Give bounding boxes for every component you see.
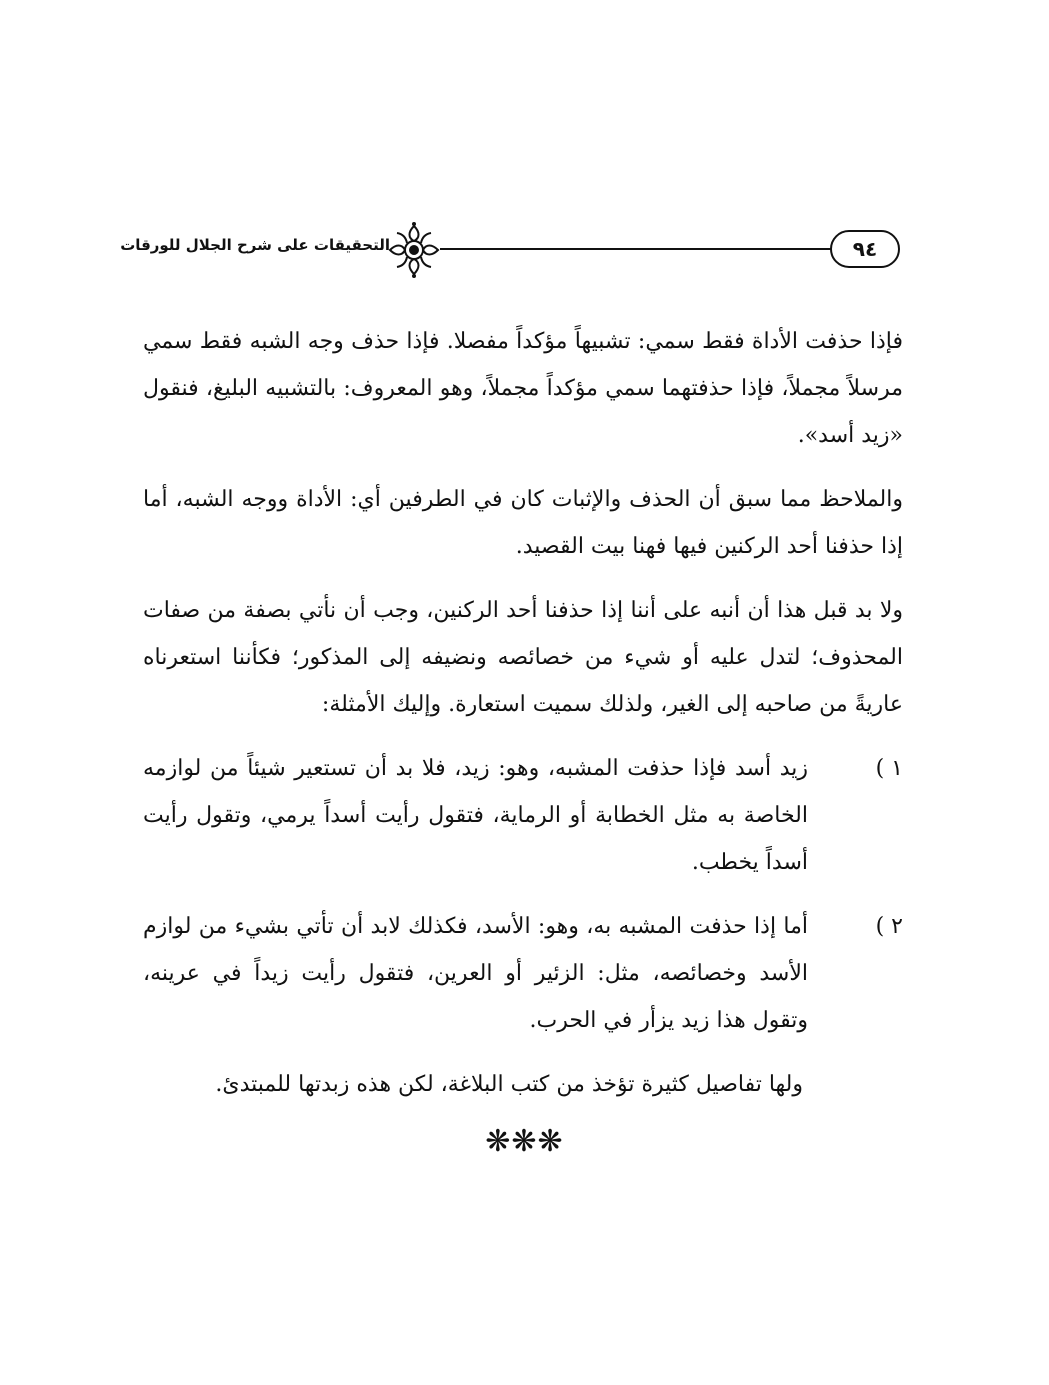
list-item-1 [143, 745, 903, 886]
page-number: ٩٤ [830, 230, 900, 268]
closing-paragraph: ولها تفاصيل كثيرة تؤخذ من كتب البلاغة، لكن هذه زبدتها للمبتدئ. [215, 1072, 803, 1097]
page-header [120, 222, 910, 282]
section-separator: ❋❋❋ [485, 1124, 564, 1159]
floral-ornament-icon [388, 222, 440, 278]
list-item-number: ٢ ) [875, 914, 903, 939]
list-item-2 [143, 903, 903, 1044]
paragraph-2: والملاحظ مما سبق أن الحذف والإثبات كان في الطرفين أي: الأداة ووجه الشبه، أما إذا حذفنا أحد الركنين فيها فهنا بيت القصيد. [143, 487, 903, 559]
paragraph-3: ولا بد قبل هذا أن أنبه على أننا إذا حذفنا أحد الركنين، وجب أن نأتي بصفة من صفات المحذوف؛ لتدل عليه أو شيء من خصائصه ونضيفه إلى المذكور؛ فكأننا استعرناه عاريةً من صاحبه إلى الغير، ولذلك سميت استعارة. وإليك الأمثلة: [143, 598, 903, 717]
paragraph-1: فإذا حذفت الأداة فقط سمي: تشبيهاً مؤكداً مفصلا. فإذا حذف وجه الشبه فقط سمي مرسلاً مجملاً، فإذا حذفتهما سمي مؤكداً مجملاً، وهو المعروف: بالتشبيه البليغ، فنقول «زيد أسد». [143, 329, 903, 448]
main-text [143, 318, 903, 1125]
list-item-text: أما إذا حذفت المشبه به، وهو: الأسد، فكذلك لابد أن تأتي بشيء من لوازم الأسد وخصائصه، مثل: الزئير أو العرين، فتقول رأيت زيداً في عرينه، وتقول هذا زيد يزأر في الحرب. [143, 914, 808, 1033]
header-rule [440, 248, 832, 250]
list-item-text: زيد أسد فإذا حذفت المشبه، وهو: زيد، فلا بد أن تستعير شيئاً من لوازمه الخاصة به مثل الخطابة أو الرماية، فتقول رأيت أسداً يرمي، وتقول رأيت أسداً يخطب. [143, 756, 808, 875]
running-book-title: التحقيقات على شرح الجلال للورقات [120, 236, 390, 254]
list-item-number: ١ ) [875, 756, 903, 781]
